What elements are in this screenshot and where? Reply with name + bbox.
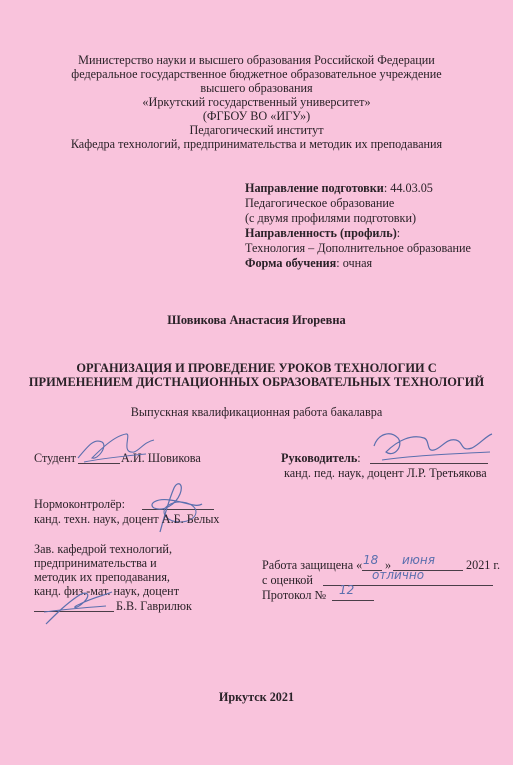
thesis-title-line-1: ОРГАНИЗАЦИЯ И ПРОВЕДЕНИЕ УРОКОВ ТЕХНОЛОГИИ С: [76, 361, 437, 375]
defense-day: 18: [363, 553, 379, 567]
protocol-line: [332, 600, 374, 601]
thesis-title-line-2: ПРИМЕНЕНИЕМ ДИСТНАЦИОННЫХ ОБРАЗОВАТЕЛЬНЫХ ТЕХНОЛОГИЙ: [28, 375, 485, 389]
student-label: Студент: [34, 451, 76, 465]
author-name: Шовикова Анастасия Игоревна: [167, 313, 346, 327]
normcontrol-label: Нормоконтролёр:: [34, 497, 126, 511]
department-name: Кафедра технологий, предпринимательства и методик их преподавания: [70, 137, 443, 151]
education-level-line: высшего образования: [200, 81, 313, 95]
supervisor-label: Руководитель: [281, 451, 358, 465]
profile-colon: :: [396, 226, 401, 240]
defended-prefix: Работа защищена «: [262, 558, 363, 572]
form-value: : очная: [336, 256, 373, 270]
ministry-line: Министерство науки и высшего образования Российской Федерации: [78, 53, 435, 67]
student-name: А.И. Шовикова: [121, 451, 201, 465]
university-name: «Иркутский государственный университет»: [142, 95, 371, 109]
head-line-1: Зав. кафедрой технологий,: [34, 542, 173, 556]
student-signature-icon: [74, 428, 164, 468]
head-line-3: методик их преподавания,: [34, 570, 170, 584]
supervisor-signature-icon: [368, 424, 498, 468]
head-name: Б.В. Гаврилюк: [116, 599, 192, 613]
defense-month-separator: »: [385, 558, 392, 572]
profile-label: Направленность (профиль): [245, 226, 397, 240]
defense-month: июня: [402, 553, 435, 567]
direction-code: : 44.03.05: [383, 181, 433, 195]
city-year: Иркутск 2021: [218, 690, 295, 704]
supervisor-line: [281, 451, 361, 466]
head-line-2: предпринимательства и: [34, 556, 157, 570]
direction-line: [245, 181, 433, 196]
supervisor-colon: :: [357, 451, 361, 465]
head-signature-icon: [40, 586, 120, 630]
normcontrol-name: канд. техн. наук, доцент А.Б. Белых: [34, 512, 220, 526]
institution-type-line: федеральное государственное бюджетное образовательное учреждение: [71, 67, 442, 81]
work-type: Выпускная квалификационная работа бакалавра: [130, 405, 383, 419]
form-label: Форма обучения: [245, 256, 337, 270]
defense-year: 2021 г.: [466, 558, 501, 572]
university-abbr: (ФГБОУ ВО «ИГУ»): [202, 109, 311, 123]
direction-label: Направление подготовки: [245, 181, 384, 195]
normcontrol-signature-icon: [140, 478, 210, 536]
profile-line: [245, 226, 400, 241]
direction-name: Педагогическое образование: [245, 196, 395, 210]
direction-note: (с двумя профилями подготовки): [245, 211, 417, 225]
grade-value: отлично: [372, 568, 425, 582]
head-line-4: канд. физ.-мат. наук, доцент: [34, 584, 180, 598]
profile-value: Технология – Дополнительное образование: [245, 241, 471, 255]
institute-name: Педагогический институт: [189, 123, 324, 137]
protocol-number: 12: [339, 583, 355, 597]
protocol-label: Протокол №: [262, 588, 327, 602]
form-line: [245, 256, 372, 271]
grade-label: с оценкой: [262, 573, 313, 587]
supervisor-name: канд. пед. наук, доцент Л.Р. Третьякова: [284, 466, 487, 480]
